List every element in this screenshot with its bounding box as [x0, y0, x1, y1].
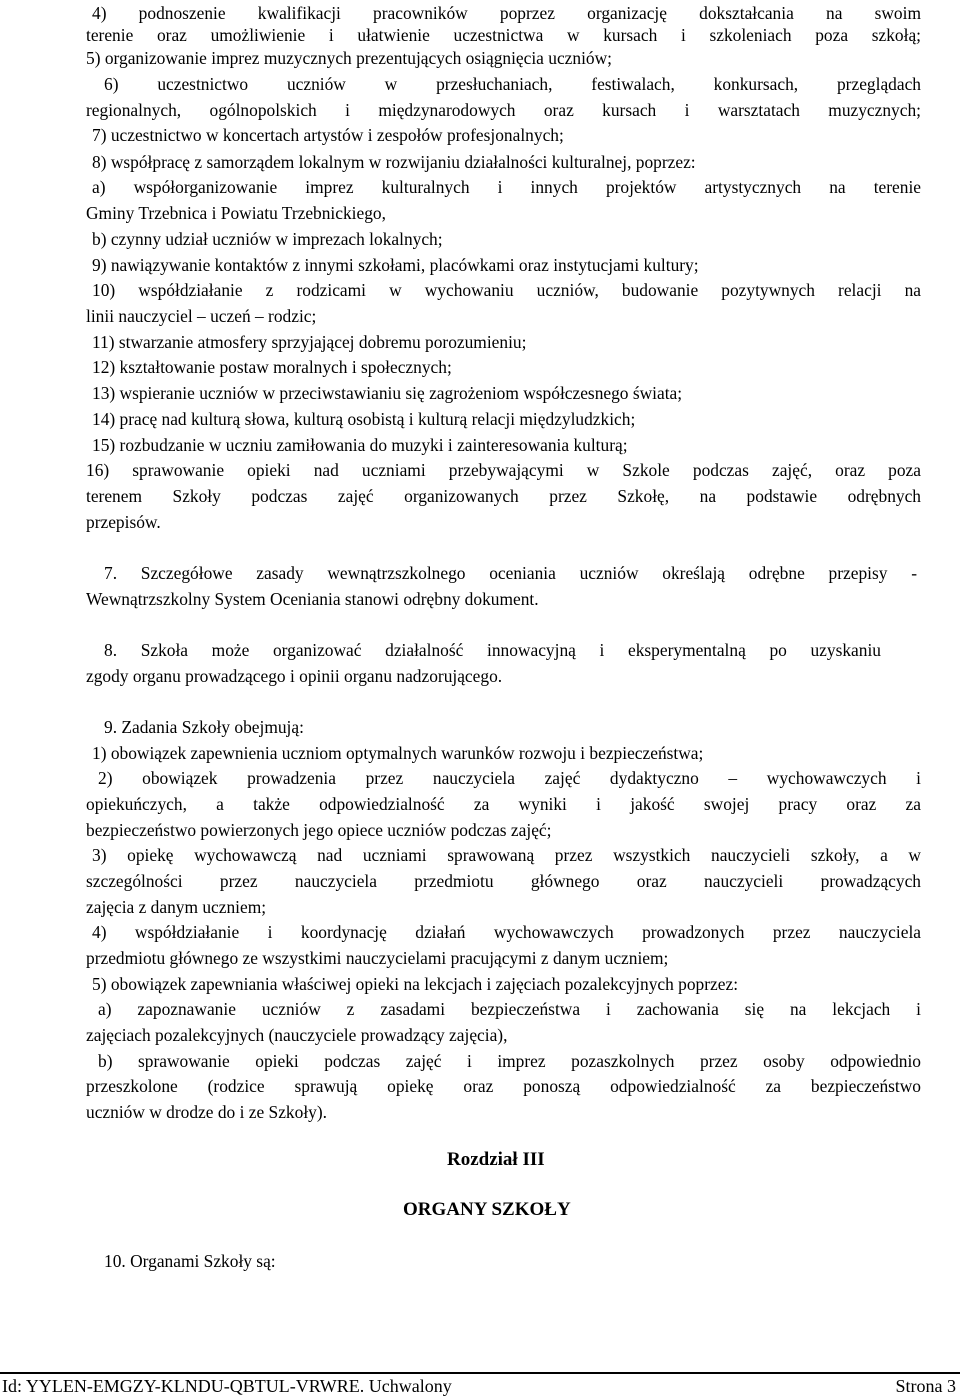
doc-line: 8) współpracę z samorządem lokalnym w rozwijaniu działalności kulturalnej, poprzez:: [92, 152, 696, 172]
doc-line: b) czynny udział uczniów w imprezach lokalnych;: [92, 229, 443, 249]
doc-line: 5) obowiązek zapewniania właściwej opieki na lekcjach i zajęciach pozalekcyjnych poprzez:: [92, 974, 739, 994]
doc-line: bezpieczeństwo powierzonych jego opiece uczniów podczas zajęć;: [86, 820, 552, 840]
doc-line: 1) obowiązek zapewnienia uczniom optymalnych warunków rozwoju i bezpieczeństwa;: [92, 743, 704, 763]
doc-line: 9. Zadania Szkoły obejmują:: [104, 717, 304, 737]
doc-line: 10) współdziałanie z rodzicami w wychowaniu uczniów, budowanie pozytywnych relacji na: [92, 280, 921, 300]
doc-line: 14) pracę nad kulturą słowa, kulturą osobistą i kulturą relacji międzyludzkich;: [92, 409, 636, 429]
page-number: Strona 3: [895, 1376, 956, 1396]
doc-line: uczniów w drodze do i ze Szkoły).: [86, 1102, 327, 1122]
doc-line: przeszkolone (rodzice sprawują opiekę oraz ponoszą odpowiedzialność za bezpieczeństwo: [86, 1076, 921, 1096]
doc-line: zajęciach pozalekcyjnych (nauczyciele prowadzący zajęcia),: [86, 1025, 508, 1045]
doc-line: 5) organizowanie imprez muzycznych prezentujących osiągnięcia uczniów;: [86, 48, 612, 68]
doc-line: 15) rozbudzanie w uczniu zamiłowania do muzyki i zainteresowania kulturą;: [92, 435, 628, 455]
doc-line: 7) uczestnictwo w koncertach artystów i zespołów profesjonalnych;: [92, 125, 564, 145]
doc-line: przepisów.: [86, 512, 161, 532]
doc-line: 16) sprawowanie opieki nad uczniami przebywającymi w Szkole podczas zajęć, oraz poza: [86, 460, 921, 480]
doc-line: 4) podnoszenie kwalifikacji pracowników poprzez organizację dokształcania na swoim: [92, 3, 921, 23]
doc-line: 2) obowiązek prowadzenia przez nauczyciela zajęć dydaktyczno – wychowawczych i: [98, 768, 921, 788]
doc-line: 11) stwarzanie atmosfery sprzyjającej dobremu porozumieniu;: [92, 332, 527, 352]
doc-line: 10. Organami Szkoły są:: [104, 1251, 276, 1271]
doc-line: 12) kształtowanie postaw moralnych i społecznych;: [92, 357, 452, 377]
doc-line: 6) uczestnictwo uczniów w przesłuchaniach, festiwalach, konkursach, przeglądach: [104, 74, 921, 94]
doc-line: Wewnątrzszkolny System Oceniania stanowi odrębny dokument.: [86, 589, 539, 609]
doc-line: 8. Szkoła może organizować działalność innowacyjną i eksperymentalną po uzyskaniu: [104, 640, 881, 660]
doc-line: linii nauczyciel – uczeń – rodzic;: [86, 306, 317, 326]
chapter-title: ORGANY SZKOŁY: [403, 1199, 571, 1220]
footer-divider: [0, 1372, 960, 1374]
doc-line: Gminy Trzebnica i Powiatu Trzebnickiego,: [86, 203, 386, 223]
chapter-heading: Rozdział III: [447, 1149, 545, 1170]
document-id: Id: YYLEN-EMGZY-KLNDU-QBTUL-VRWRE. Uchwalony: [2, 1376, 452, 1396]
doc-line: zgody organu prowadzącego i opinii organu nadzorującego.: [86, 666, 503, 686]
doc-line: 9) nawiązywanie kontaktów z innymi szkołami, placówkami oraz instytucjami kultury;: [92, 255, 699, 275]
doc-line: 13) wspieranie uczniów w przeciwstawianiu się zagrożeniom współczesnego świata;: [92, 383, 683, 403]
doc-line: a) współorganizowanie imprez kulturalnych i innych projektów artystycznych na terenie: [92, 177, 921, 197]
doc-line: b) sprawowanie opieki podczas zajęć i imprez pozaszkolnych przez osoby odpowiednio: [98, 1051, 921, 1071]
doc-line: terenie oraz umożliwienie i ułatwienie uczestnictwa w kursach i szkoleniach poza szkołą;: [86, 25, 921, 45]
doc-line: regionalnych, ogólnopolskich i międzynarodowych oraz kursach i warsztatach muzycznych;: [86, 100, 921, 120]
doc-line: terenem Szkoły podczas zajęć organizowanych przez Szkołę, na podstawie odrębnych: [86, 486, 921, 506]
doc-line: 3) opiekę wychowawczą nad uczniami sprawowaną przez wszystkich nauczycieli szkoły, a w: [92, 845, 921, 865]
doc-line: a) zapoznawanie uczniów z zasadami bezpieczeństwa i zachowania się na lekcjach i: [98, 999, 921, 1019]
doc-line: 7. Szczegółowe zasady wewnątrzszkolnego oceniania uczniów określają odrębne przepisy -: [104, 563, 917, 583]
doc-line: zajęcia z danym uczniem;: [86, 897, 267, 917]
doc-line: 4) współdziałanie i koordynację działań wychowawczych prowadzonych przez nauczyciela: [92, 922, 921, 942]
doc-line: szczególności przez nauczyciela przedmiotu głównego oraz nauczycieli prowadzących: [86, 871, 921, 891]
doc-line: opiekuńczych, a także odpowiedzialność za wyniki i jakość swojej pracy oraz za: [86, 794, 921, 814]
doc-line: przedmiotu głównego ze wszystkimi nauczycielami pracującymi z danym uczniem;: [86, 948, 669, 968]
